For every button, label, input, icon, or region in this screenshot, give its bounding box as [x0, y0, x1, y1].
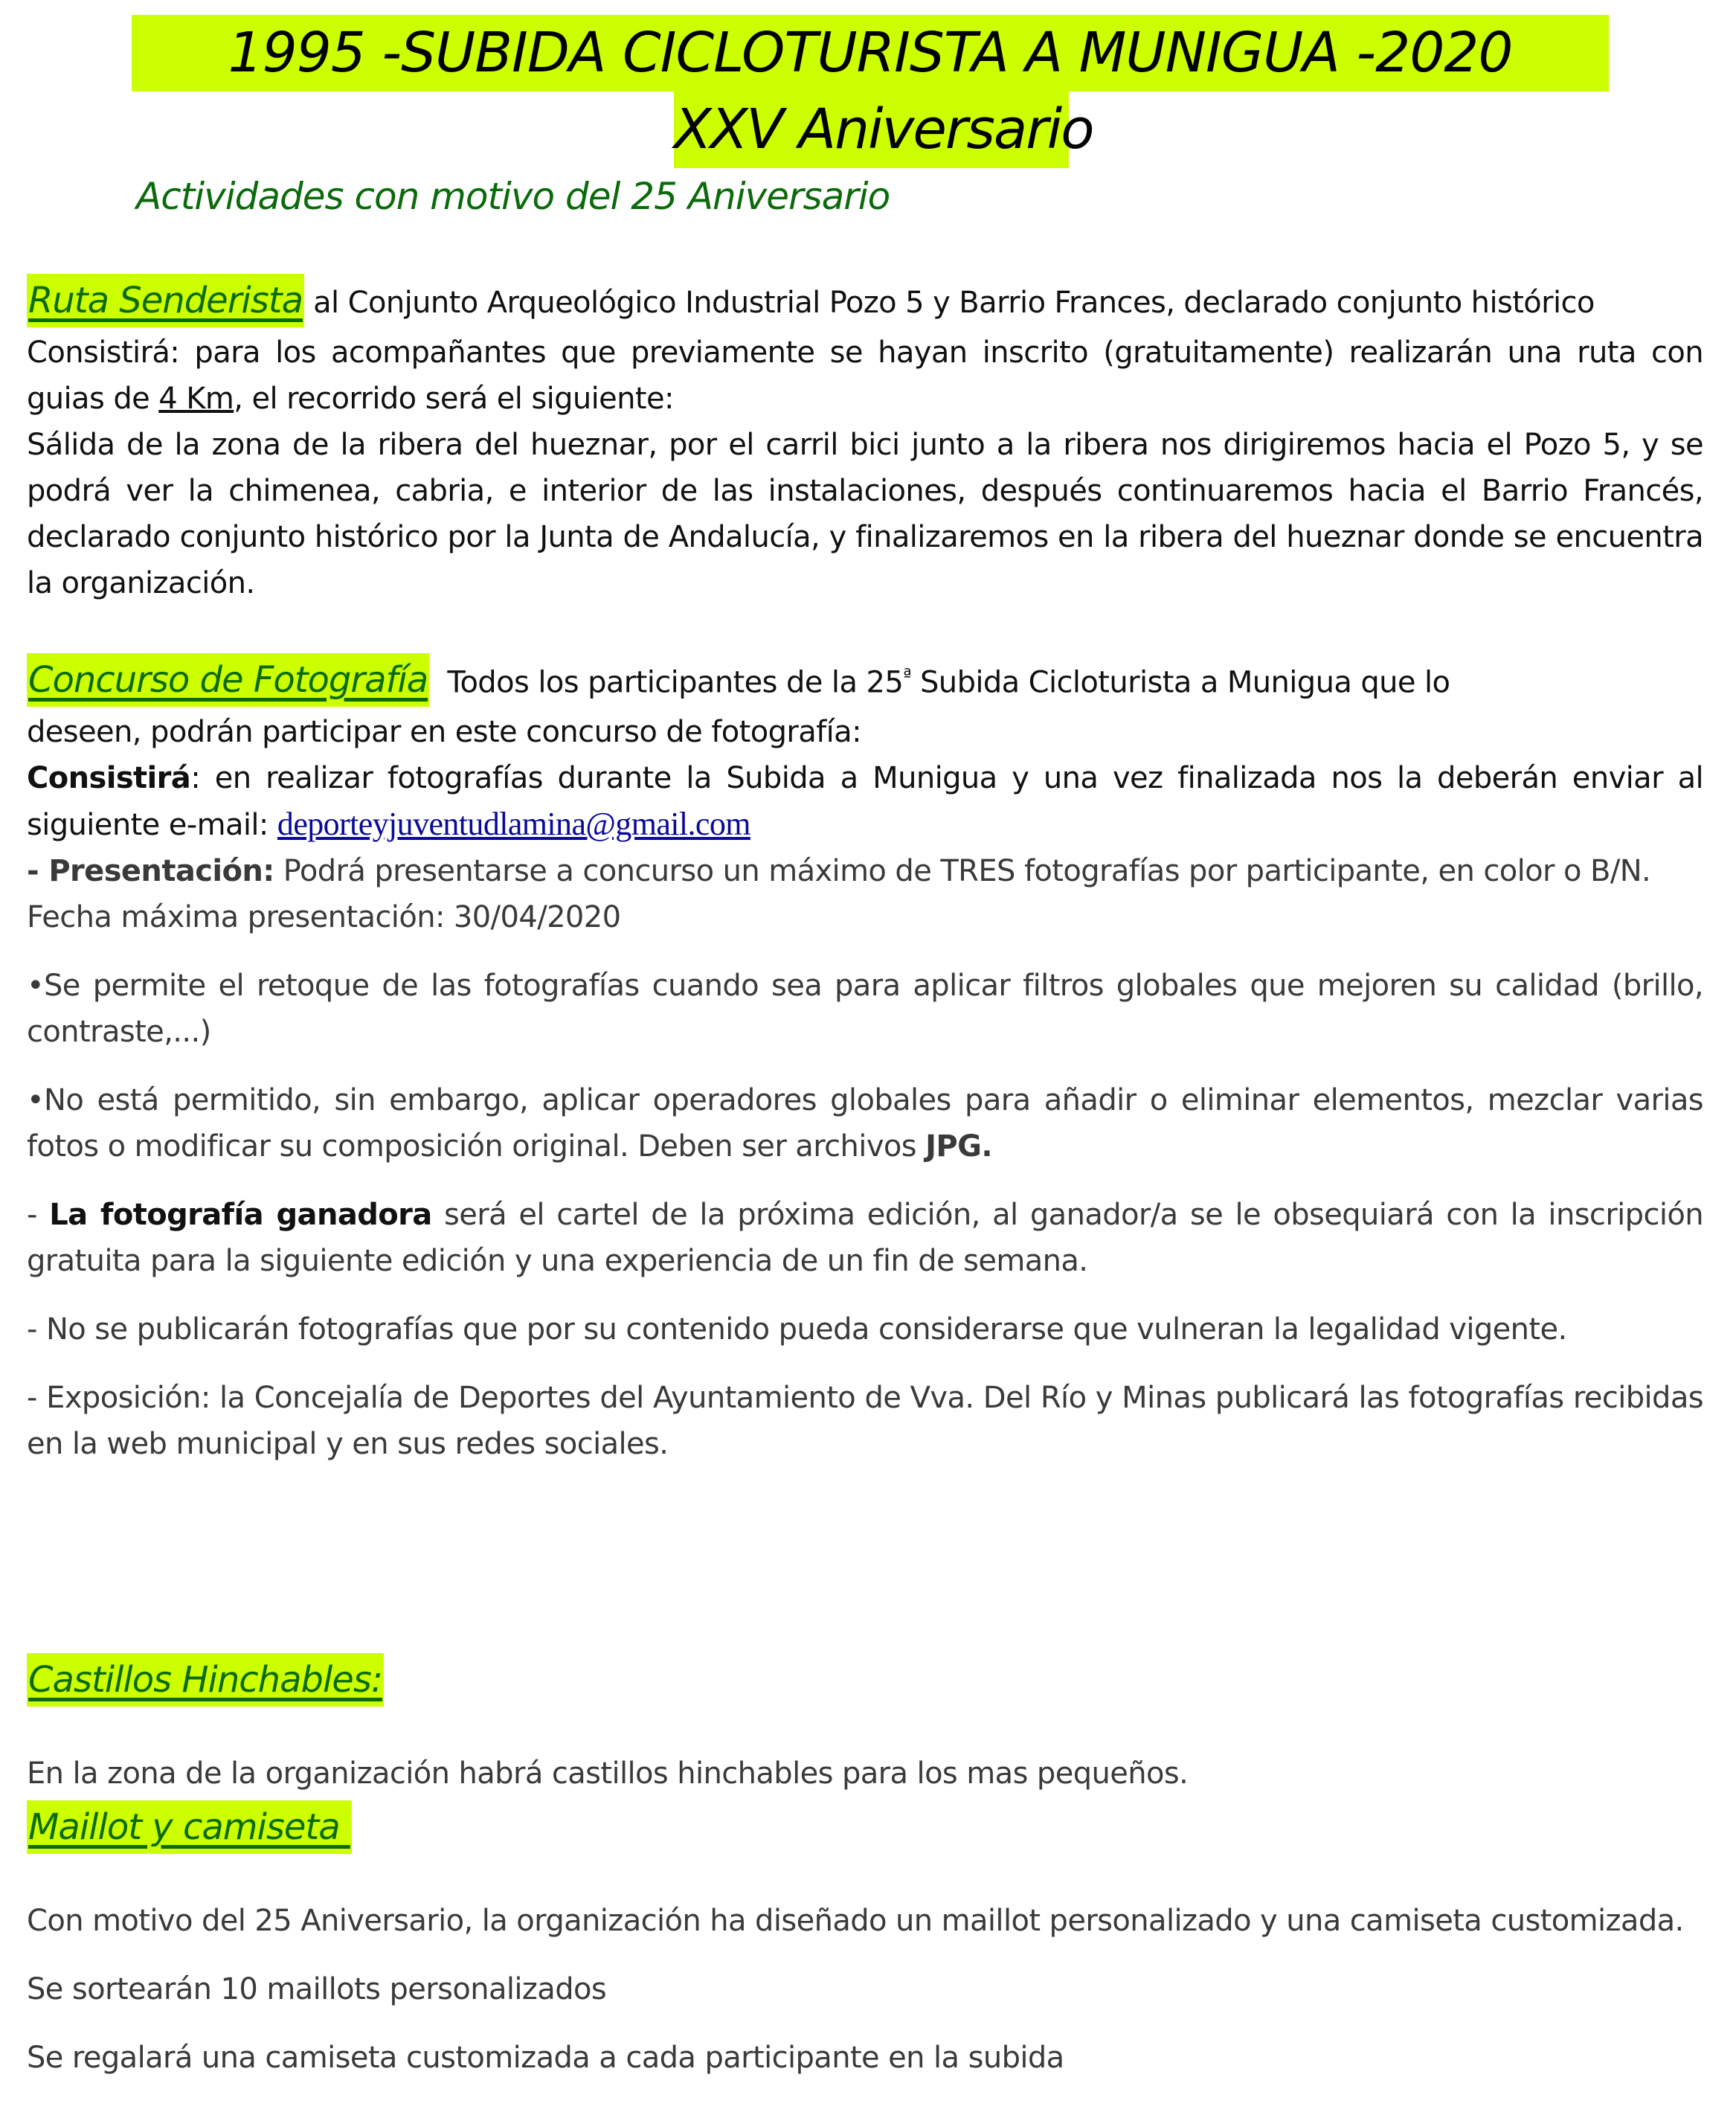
section-maillot-camiseta: [27, 1800, 1703, 2081]
section-ruta-senderista: [27, 274, 1703, 606]
contact-email-link[interactable]: deporteyjuventudlamina@gmail.com: [277, 806, 750, 843]
distance-value: 4 Km: [158, 382, 234, 416]
main-title: 1995 -SUBIDA CICLOTURISTA A MUNIGUA -2020: [132, 15, 1609, 92]
consiste-label: Consistirá: [27, 761, 191, 796]
concurso-paragraph-1: deseen, podrán participar en este concurso de fotografía:: [27, 715, 861, 750]
presentacion-label: - Presentación:: [27, 854, 274, 889]
section-castillos-hinchables: [27, 1653, 1703, 1797]
ordinal-indicator: ª: [903, 665, 911, 686]
maillot-heading-line: [27, 1800, 1703, 1856]
castillos-heading-line: [27, 1653, 1703, 1709]
rule-ganadora: [27, 1192, 1703, 1284]
anniversary-title: XXV Aniversario: [674, 92, 1069, 168]
maillot-raffle: Se sortearán 10 maillots personalizados: [27, 1972, 607, 2006]
concurso-first-line-text: Todos los participantes de la 25: [429, 665, 904, 700]
concurso-heading: Concurso de Fotografía: [27, 653, 429, 707]
ruta-paragraph-2: Sálida de la zona de la ribera del hueznar, por el carril bici junto a la ribera nos dirigiremos hacia el Pozo 5, y se podrá ver la chimenea, cabria, e interior de las instalaciones, después continuaremos hacia el Barrio Francés, declarado conjunto histórico por la Junta de Andalucía, y finalizaremos en la ribera del hueznar donde se encuentra la organización.: [27, 428, 1703, 600]
rule-legalidad: - No se publicarán fotografías que por su contenido pueda considerarse que vulneran la legalidad vigente.: [27, 1312, 1567, 1347]
bullet2-text: •No está permitido, sin embargo, aplicar operadores globales para añadir o eliminar elementos, mezclar varias fotos o modificar su composición original. Deben ser archivos: [27, 1083, 1703, 1164]
rule-bullet-no-permitido: [27, 1077, 1703, 1169]
castillos-text: En la zona de la organización habrá castillos hinchables para los mas pequeños.: [27, 1756, 1189, 1791]
rule-exposicion: - Exposición: la Concejalía de Deportes del Ayuntamiento de Vva. Del Río y Minas publicará las fotografías recibidas en la web municipal y en sus redes sociales.: [27, 1381, 1703, 1462]
castillos-heading: Castillos Hinchables:: [27, 1653, 384, 1707]
ruta-heading: Ruta Senderista: [27, 274, 304, 327]
activities-subtitle: Actividades con motivo del 25 Aniversario: [136, 175, 890, 218]
maillot-gift: Se regalará una camiseta customizada a cada participante en la subida: [27, 2041, 1064, 2075]
consiste-text: : en realizar fotografías durante la Subida a Munigua y una vez finalizada nos la deberán enviar al siguiente e-mail:: [27, 761, 1703, 843]
ruta-p1-text: Consistirá: para los acompañantes que previamente se hayan inscrito (gratuitamente) realizarán una ruta con guias de: [27, 336, 1703, 416]
ganadora-dash: -: [27, 1198, 50, 1233]
concurso-presentacion: [27, 848, 1703, 894]
maillot-paragraph-1: Con motivo del 25 Aniversario, la organización ha diseñado un maillot personalizado y una camiseta customizada.: [27, 1904, 1684, 1938]
ruta-first-line-text: al Conjunto Arqueológico Industrial Pozo 5 y Barrio Frances, declarado conjunto histórico: [304, 286, 1595, 320]
maillot-heading: Maillot y camiseta: [27, 1800, 352, 1854]
ruta-p1-text-end: , el recorrido será el siguiente:: [234, 382, 674, 416]
concurso-first-line: [27, 649, 1703, 709]
file-format: JPG.: [925, 1129, 992, 1164]
rule-bullet-retoque: •Se permite el retoque de las fotografías cuando sea para aplicar filtros globales que mejoren su calidad (brillo, contraste,...): [27, 969, 1703, 1050]
ganadora-text: será el cartel de la próxima edición, al ganador/a se le obsequiará con la inscripción gratuita para la siguiente edición y una experiencia de un fin de semana.: [27, 1198, 1704, 1279]
section-concurso-fotografia: [27, 649, 1703, 1467]
deadline-text: Fecha máxima presentación: 30/04/2020: [27, 900, 621, 935]
ruta-first-line: [27, 274, 1703, 330]
presentacion-text: Podrá presentarse a concurso un máximo de TRES fotografías por participante, en color o B/N.: [274, 854, 1651, 889]
ruta-paragraph-1: [27, 330, 1703, 422]
ganadora-label: La fotografía ganadora: [49, 1198, 432, 1233]
concurso-consiste: [27, 755, 1703, 848]
concurso-first-line-text-end: Subida Cicloturista a Munigua que lo: [910, 665, 1450, 700]
